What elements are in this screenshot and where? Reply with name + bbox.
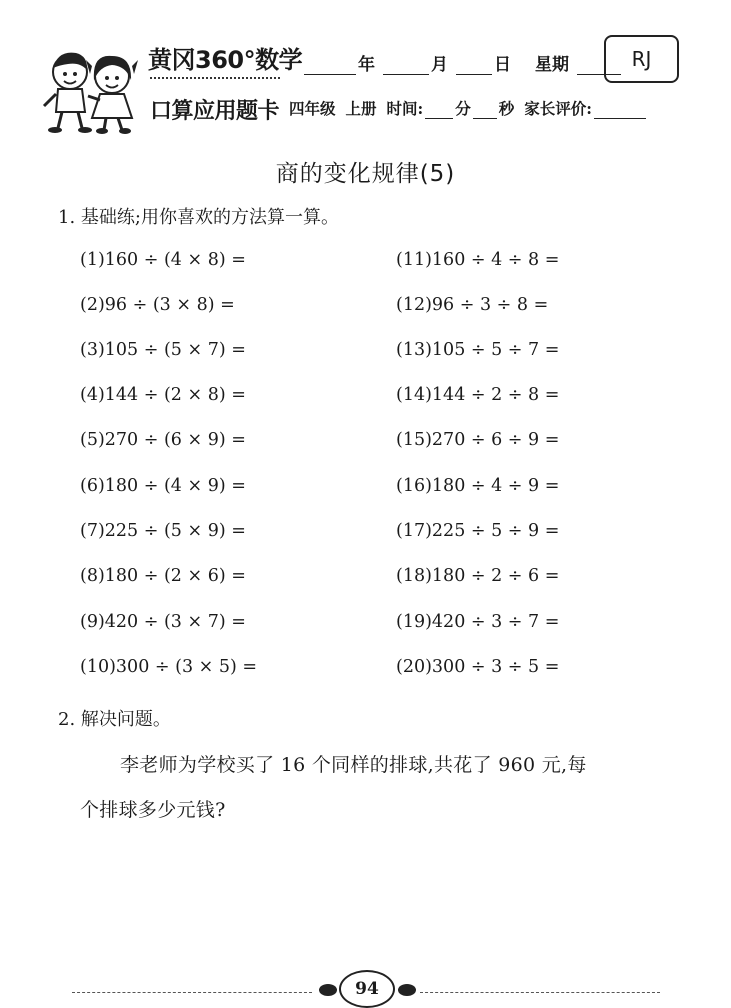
year-blank[interactable] <box>304 56 356 75</box>
problem-item: (8)180 ÷ (2 × 6) = <box>80 566 246 586</box>
brand-title: 黄冈360°数学 <box>148 46 303 74</box>
problem-item: (19)420 ÷ 3 ÷ 7 = <box>396 612 560 632</box>
brand-divider <box>150 77 280 79</box>
problem-item: (5)270 ÷ (6 × 9) = <box>80 430 246 450</box>
problem-item: (11)160 ÷ 4 ÷ 8 = <box>396 250 560 270</box>
minute-blank[interactable] <box>425 100 453 119</box>
month-label: 月 <box>431 55 448 75</box>
problem-item: (1)160 ÷ (4 × 8) = <box>80 250 246 270</box>
second-blank[interactable] <box>473 100 497 119</box>
section1-heading: 1. 基础练;用你喜欢的方法算一算。 <box>58 207 339 228</box>
problem-item: (9)420 ÷ (3 × 7) = <box>80 612 246 632</box>
footer-rule-right <box>420 992 660 993</box>
problem-item: (20)300 ÷ 3 ÷ 5 = <box>396 657 560 677</box>
problem-item: (12)96 ÷ 3 ÷ 8 = <box>396 295 549 315</box>
minute-label: 分 <box>455 99 471 118</box>
date-bar <box>302 50 623 75</box>
volume-label: 上册 <box>345 99 377 118</box>
page-title: 商的变化规律(5) <box>275 161 456 187</box>
word-problem-line1: 李老师为学校买了 16 个同样的排球,共花了 960 元,每 <box>120 754 587 776</box>
edition-badge: RJ <box>604 35 679 83</box>
week-label: 星期 <box>535 55 569 75</box>
day-blank[interactable] <box>456 56 492 75</box>
parent-eval-label: 家长评价: <box>524 99 593 118</box>
month-blank[interactable] <box>383 56 429 75</box>
problem-item: (7)225 ÷ (5 × 9) = <box>80 521 246 541</box>
cartoon-children-icon <box>38 44 148 134</box>
time-label: 时间: <box>386 99 424 118</box>
word-problem-line2: 个排球多少元钱? <box>80 799 226 821</box>
problem-item: (16)180 ÷ 4 ÷ 9 = <box>396 476 560 496</box>
problem-item: (10)300 ÷ (3 × 5) = <box>80 657 258 677</box>
grade-label: 四年级 <box>289 99 336 118</box>
footer-ornament-left-icon <box>318 983 338 997</box>
second-label: 秒 <box>498 99 515 118</box>
parent-eval-blank[interactable] <box>594 100 646 119</box>
brand-subtitle: 口算应用题卡 <box>150 99 280 124</box>
day-label: 日 <box>494 55 511 75</box>
problem-item: (6)180 ÷ (4 × 9) = <box>80 476 246 496</box>
section2-heading: 2. 解决问题。 <box>58 709 171 730</box>
problem-item: (15)270 ÷ 6 ÷ 9 = <box>396 430 560 450</box>
problem-item: (14)144 ÷ 2 ÷ 8 = <box>396 385 560 405</box>
page-number: 94 <box>339 970 395 1008</box>
problem-item: (13)105 ÷ 5 ÷ 7 = <box>396 340 560 360</box>
footer-ornament-right-icon <box>397 983 417 997</box>
year-label: 年 <box>358 55 375 75</box>
problem-item: (4)144 ÷ (2 × 8) = <box>80 385 246 405</box>
info-bar <box>289 97 648 119</box>
problem-item: (2)96 ÷ (3 × 8) = <box>80 295 235 315</box>
footer-rule-left <box>72 992 312 993</box>
problem-item: (3)105 ÷ (5 × 7) = <box>80 340 246 360</box>
problem-item: (18)180 ÷ 2 ÷ 6 = <box>396 566 560 586</box>
problem-item: (17)225 ÷ 5 ÷ 9 = <box>396 521 560 541</box>
